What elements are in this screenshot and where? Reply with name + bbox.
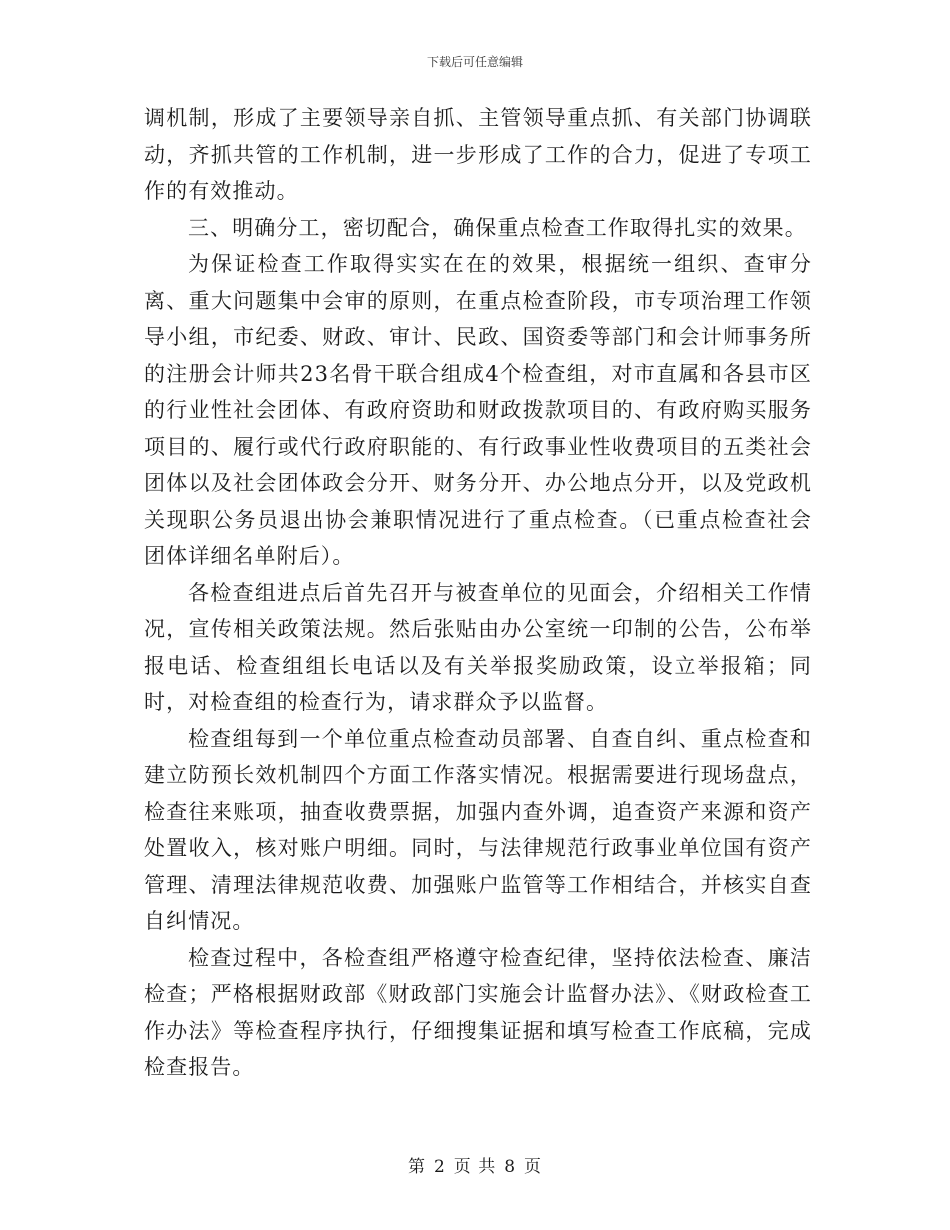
paragraph: 为保证检查工作取得实实在在的效果，根据统一组织、查审分离、重大问题集中会审的原则，在重点检查阶段，市专项治理工作领导小组，市纪委、财政、审计、民政、国资委等部门和会计师事务所的注册会计师共23名骨干联合组成4个检查组，对市直属和各县市区的行业性社会团体、有政府资助和财政拨款项目的、有政府购买服务项目的、履行或代行政府职能的、有行政事业性收费项目的五类社会团体以及社会团体政会分开、财务分开、办公地点分开，以及党政机关现职公务员退出协会兼职情况进行了重点检查。（已重点检查社会团体详细名单附后）。 xyxy=(144,252,812,568)
footer-middle: 页 共 xyxy=(453,1157,497,1177)
page-number: 2 xyxy=(433,1157,446,1177)
page-footer xyxy=(0,1156,950,1178)
paragraph: 调机制，形成了主要领导亲自抓、主管领导重点抓、有关部门协调联动，齐抓共管的工作机制，进一步形成了工作的合力，促进了专项工作的有效推动。 xyxy=(144,106,812,203)
paragraph: 各检查组进点后首先召开与被查单位的见面会，介绍相关工作情况，宣传相关政策法规。然后张贴由办公室统一印制的公告，公布举报电话、检查组组长电话以及有关举报奖励政策，设立举报箱；同时，对检查组的检查行为，请求群众予以监督。 xyxy=(144,580,812,714)
body-text xyxy=(144,100,812,1086)
paragraph: 检查组每到一个单位重点检查动员部署、自查自纠、重点检查和建立防预长效机制四个方面工作落实情况。根据需要进行现场盘点，检查往来账项，抽查收费票据，加强内查外调，追查资产来源和资产处置收入，核对账户明细。同时，与法律规范行政事业单位国有资产管理、清理法律规范收费、加强账户监管等工作相结合，并核实自查自纠情况。 xyxy=(144,726,812,933)
footer-suffix: 页 xyxy=(524,1157,543,1177)
footer-prefix: 第 xyxy=(407,1157,426,1177)
section-heading: 三、明确分工，密切配合，确保重点检查工作取得扎实的效果。 xyxy=(188,215,807,240)
page-total: 8 xyxy=(504,1157,517,1177)
paragraph: 检查过程中，各检查组严格遵守检查纪律，坚持依法检查、廉洁检查；严格根据财政部《财政部门实施会计监督办法》、《财政检查工作办法》等检查程序执行，仔细搜集证据和填写检查工作底稿，完成检查报告。 xyxy=(144,945,812,1079)
header-note: 下载后可任意编辑 xyxy=(426,55,523,69)
